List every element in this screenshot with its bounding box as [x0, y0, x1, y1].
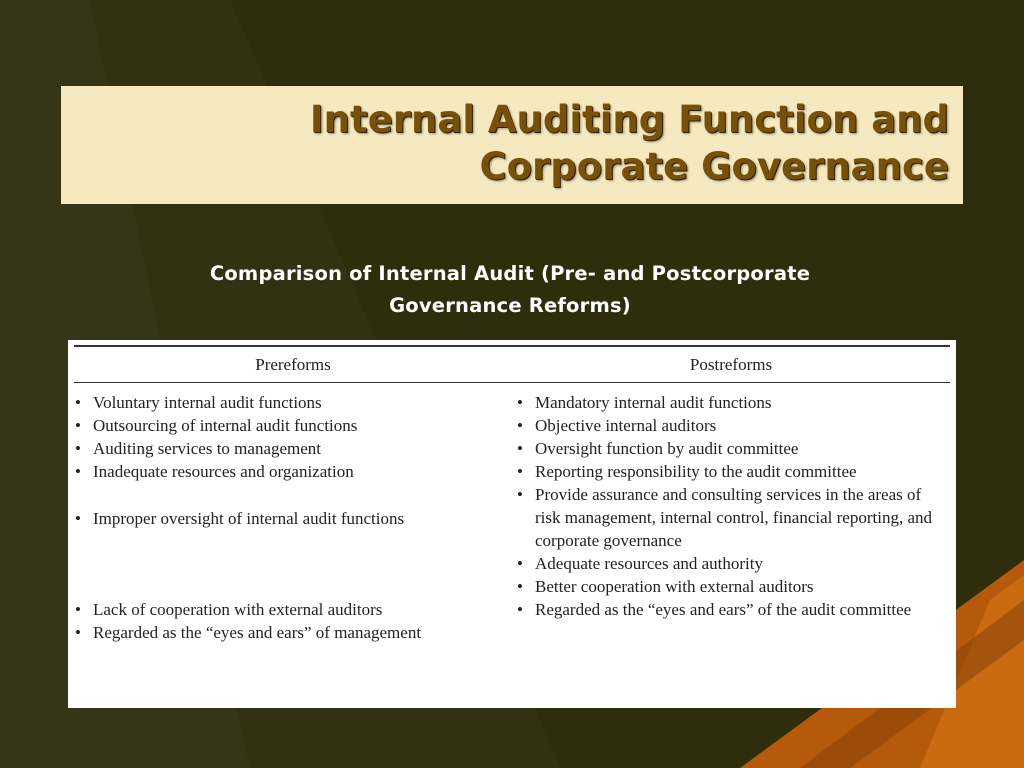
list-item	[74, 460, 508, 483]
postreform-text: Objective internal auditors	[535, 416, 717, 435]
list-item	[516, 437, 950, 460]
bullet-icon: •	[75, 416, 81, 435]
list-item	[516, 460, 950, 483]
list-item	[74, 598, 508, 621]
postreform-text: Oversight function by audit committee	[535, 439, 799, 458]
list-item	[74, 414, 508, 437]
header-postreforms: Postreforms	[689, 354, 773, 374]
list-item	[516, 483, 950, 552]
bullet-icon: •	[75, 439, 81, 458]
bullet-icon: •	[75, 623, 81, 642]
bullet-icon: •	[517, 416, 523, 435]
comparison-table	[68, 340, 956, 708]
list-item	[516, 552, 950, 575]
prereform-text: Auditing services to management	[93, 439, 322, 458]
postreform-text: Regarded as the “eyes and ears” of the audit committee	[535, 600, 912, 619]
bullet-icon: •	[517, 554, 523, 573]
slide-title	[89, 96, 949, 190]
list-item	[74, 391, 508, 414]
prereform-text: Lack of cooperation with external auditors	[93, 600, 383, 619]
title-line-2: Corporate Governance	[479, 145, 949, 188]
slide-subtitle	[110, 258, 910, 322]
list-item	[74, 621, 508, 644]
bullet-icon: •	[75, 393, 81, 412]
table-header-row	[74, 347, 950, 382]
postreform-text: Reporting responsibility to the audit committee	[535, 462, 857, 481]
postreforms-column	[508, 391, 950, 644]
title-box	[61, 86, 963, 204]
prereform-text: Voluntary internal audit functions	[93, 393, 322, 412]
bullet-icon: •	[75, 509, 81, 528]
subtitle-line-2: Governance Reforms)	[389, 294, 631, 317]
bullet-icon: •	[517, 439, 523, 458]
row-spacer	[74, 530, 508, 598]
bullet-icon: •	[75, 462, 81, 481]
list-item	[516, 414, 950, 437]
bullet-icon: •	[75, 600, 81, 619]
row-spacer	[74, 483, 508, 507]
prereforms-column	[74, 391, 508, 644]
prereform-text: Regarded as the “eyes and ears” of management	[93, 623, 422, 642]
list-item	[516, 598, 950, 621]
subtitle-line-1: Comparison of Internal Audit (Pre- and Postcorporate	[209, 262, 811, 285]
list-item	[516, 391, 950, 414]
prereform-text: Inadequate resources and organization	[93, 462, 354, 481]
prereform-text: Improper oversight of internal audit functions	[93, 509, 405, 528]
postreform-text: Mandatory internal audit functions	[535, 393, 772, 412]
bullet-icon: •	[517, 577, 523, 596]
bullet-icon: •	[517, 600, 523, 619]
bullet-icon: •	[517, 393, 523, 412]
list-item	[74, 437, 508, 460]
postreform-text: Better cooperation with external auditors	[535, 577, 814, 596]
list-item	[74, 507, 508, 530]
postreform-text: Provide assurance and consulting services in the areas of risk management, internal control, financial reporting, and corporate governance	[535, 485, 933, 550]
postreform-text: Adequate resources and authority	[535, 554, 763, 573]
bullet-icon: •	[517, 462, 523, 481]
header-prereforms: Prereforms	[255, 354, 331, 374]
title-line-1: Internal Auditing Function and	[309, 98, 949, 141]
bullet-icon: •	[517, 485, 523, 504]
prereform-text: Outsourcing of internal audit functions	[93, 416, 358, 435]
list-item	[516, 575, 950, 598]
